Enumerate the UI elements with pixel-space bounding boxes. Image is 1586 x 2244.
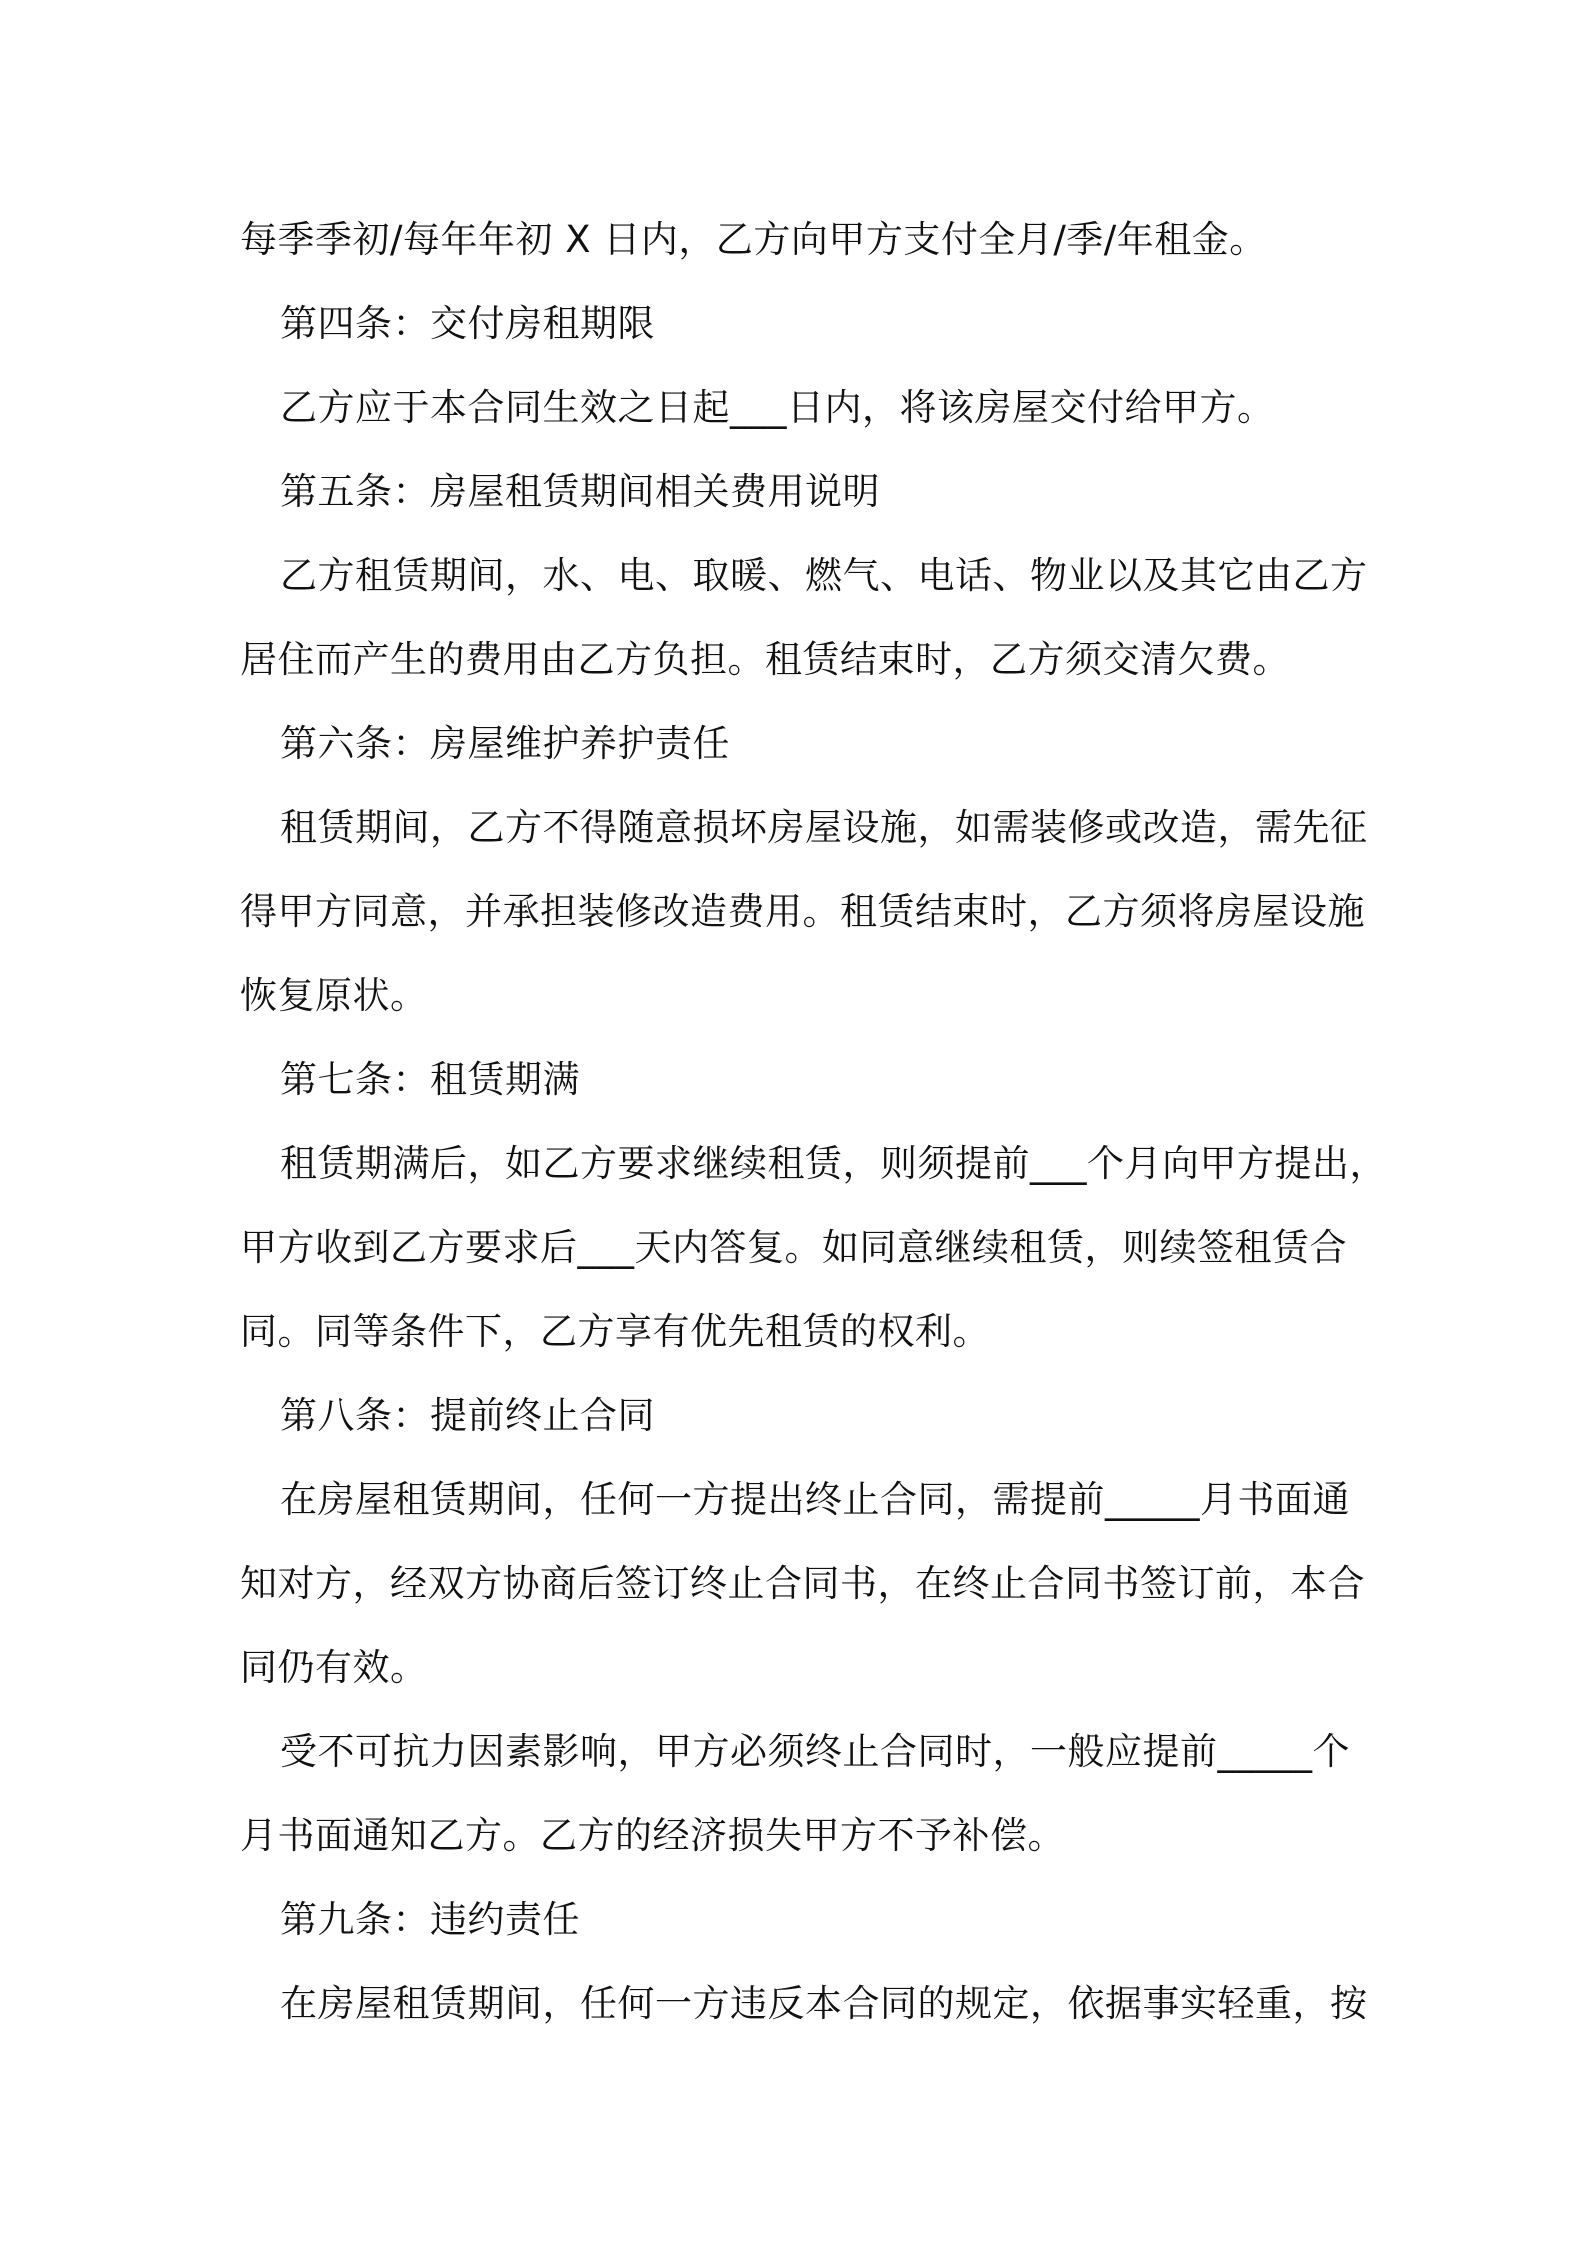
article-7-heading: 第七条：租赁期满 — [280, 1058, 580, 1101]
body-line: 居住而产生的费用由乙方负担。租赁结束时，乙方须交清欠费。 — [240, 638, 1290, 681]
body-line: 同仍有效。 — [240, 1646, 428, 1689]
article-9-heading: 第九条：违约责任 — [280, 1898, 580, 1941]
article-5-heading: 第五条：房屋租赁期间相关费用说明 — [280, 470, 880, 513]
document-body — [240, 198, 1387, 2046]
body-line: 乙方应于本合同生效之日起___日内，将该房屋交付给甲方。 — [280, 386, 1275, 429]
body-line: 知对方，经双方协商后签订终止合同书，在终止合同书签订前，本合 — [240, 1562, 1365, 1605]
body-line: 在房屋租赁期间，任何一方提出终止合同，需提前_____月书面通 — [280, 1478, 1350, 1521]
body-line: 月书面通知乙方。乙方的经济损失甲方不予补偿。 — [240, 1814, 1065, 1857]
body-line: 受不可抗力因素影响，甲方必须终止合同时，一般应提前_____个 — [280, 1730, 1350, 1773]
body-line: 每季季初/每年年初 X 日内，乙方向甲方支付全月/季/年租金。 — [240, 218, 1267, 261]
body-line: 恢复原状。 — [240, 974, 428, 1017]
article-6-heading: 第六条：房屋维护养护责任 — [280, 722, 730, 765]
article-8-heading: 第八条：提前终止合同 — [280, 1394, 655, 1437]
body-line: 同。同等条件下，乙方享有优先租赁的权利。 — [240, 1310, 990, 1353]
body-line: 租赁期间，乙方不得随意损坏房屋设施，如需装修或改造，需先征 — [280, 806, 1368, 849]
body-line: 得甲方同意，并承担装修改造费用。租赁结束时，乙方须将房屋设施 — [240, 890, 1365, 933]
body-line: 在房屋租赁期间，任何一方违反本合同的规定，依据事实轻重，按 — [280, 1982, 1368, 2025]
body-line: 租赁期满后，如乙方要求继续租赁，则须提前___个月向甲方提出， — [280, 1142, 1387, 1185]
body-line: 乙方租赁期间，水、电、取暖、燃气、电话、物业以及其它由乙方 — [280, 554, 1368, 597]
article-4-heading: 第四条：交付房租期限 — [280, 302, 655, 345]
body-line: 甲方收到乙方要求后___天内答复。如同意继续租赁，则续签租赁合 — [240, 1226, 1347, 1269]
